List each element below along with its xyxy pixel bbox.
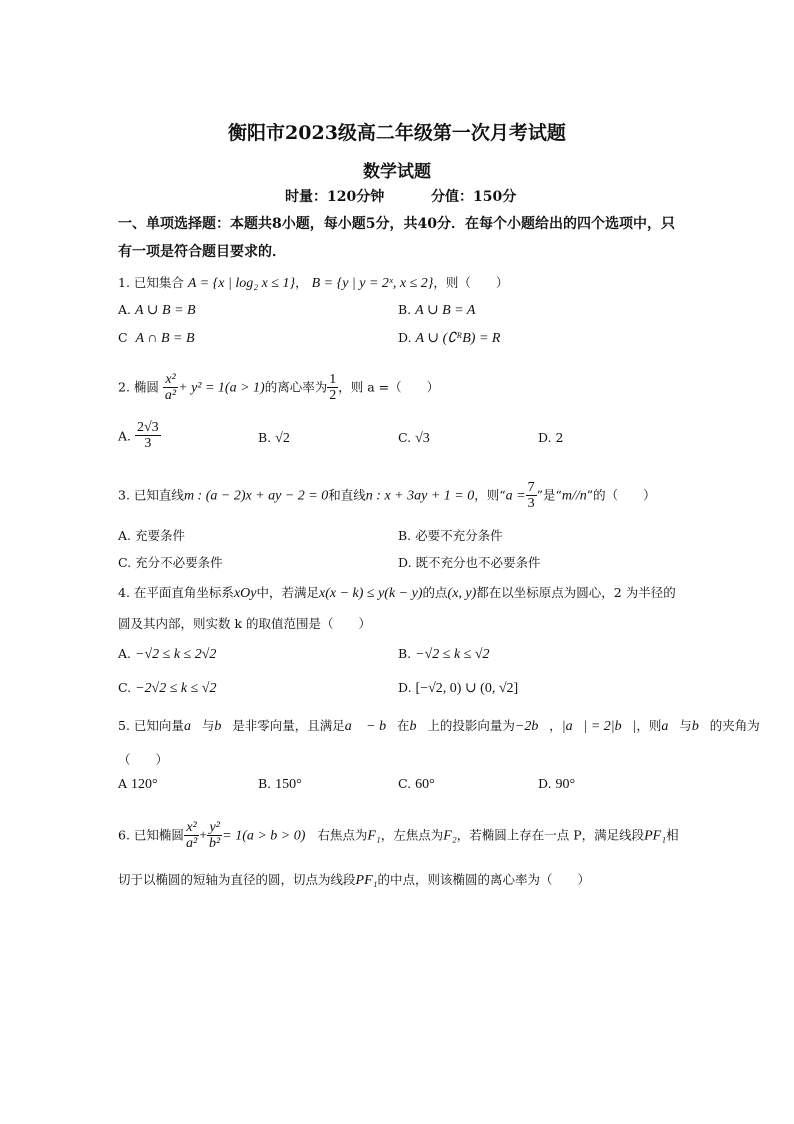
question-5-option-a[interactable]: A 120° <box>118 776 158 792</box>
section-heading-line2: 有一项是符合题目要求的． <box>118 244 286 260</box>
question-4-option-b[interactable]: B. −√2 ≤ k ≤ √2 <box>398 646 490 662</box>
question-number: 4. <box>118 585 130 600</box>
question-4-stem-line1: 4. 在平面直角坐标系xOy中，若满足x(x − k) ≤ y(k − y)的点(x, y)都在以坐标原点为圆心，2 为半径的 <box>118 585 676 601</box>
question-5-stem-line1: 5. 已知向量a⃗与b⃗是非零向量，且满足a⃗ − b⃗在b⃗上的投影向量为−2b⃗，|a⃗| = 2|b⃗|，则a⃗与b⃗的夹角为 <box>118 718 760 734</box>
question-1-option-a[interactable]: A. A ∪ B = B <box>118 302 196 318</box>
question-4-option-a[interactable]: A. −√2 ≤ k ≤ 2√2 <box>118 646 217 662</box>
page-subtitle: 数学试题 <box>363 162 431 182</box>
question-1-option-c[interactable]: C A ∩ B = B <box>118 330 195 346</box>
question-5-stem-line2: （ ） <box>118 752 169 767</box>
question-1-option-d[interactable]: D. A ∪ (∁ᴿB) = R <box>398 330 501 346</box>
question-3-option-d[interactable]: D. 既不充分也不必要条件 <box>398 555 541 570</box>
question-2-option-c[interactable]: C. √3 <box>398 430 430 446</box>
question-2-stem: 2. 椭圆 $\frac{\text{x²}}{\text{a²}}$ + y² = 1(a > 1)的离心率为 $\frac{1}{2}$ ，则 a =（ ） <box>118 372 440 404</box>
question-number: 1. <box>118 275 130 290</box>
question-number: 2. <box>118 379 130 395</box>
question-3-option-b[interactable]: B. 必要不充分条件 <box>398 528 503 543</box>
exam-time: 时量：120分钟 <box>285 189 385 205</box>
question-number: 6. <box>118 827 130 843</box>
question-4-stem-line2: 圆及其内部，则实数 k 的取值范围是（ ） <box>118 616 372 631</box>
question-number: 3. <box>118 487 130 503</box>
question-5-option-c[interactable]: C. 60° <box>398 776 435 792</box>
question-6-stem-line1: 6. 已知椭圆 $\frac{\text{x²}}{\text{a²}}$ + $\frac{\text{y²}}{\text{b²}}$ = 1(a > b > 0) 右焦点为F₁，左焦点为F₂，若椭圆上存在一点 P，满足线段PF₁相 <box>118 820 679 852</box>
question-4-option-c[interactable]: C. −2√2 ≤ k ≤ √2 <box>118 680 217 696</box>
question-1-stem: 1. 已知集合 A = {x | log₂ x ≤ 1}， B = {y | y = 2ˣ, x ≤ 2}，则（ ） <box>118 275 509 291</box>
question-6-stem-line2: 切于以椭圆的短轴为直径的圆，切点为线段PF₁的中点，则该椭圆的离心率为（ ） <box>118 872 591 888</box>
question-number: 5. <box>118 718 130 733</box>
question-3-option-a[interactable]: A. 充要条件 <box>118 528 186 543</box>
question-5-option-b[interactable]: B. 150° <box>258 776 302 792</box>
question-2-option-a[interactable]: A. $\frac{2√3}{3}$ <box>118 420 159 452</box>
page-title: 衡阳市2023级高二年级第一次月考试题 <box>228 122 566 144</box>
question-3-option-c[interactable]: C. 充分不必要条件 <box>118 555 223 570</box>
exam-score: 分值：150分 <box>431 189 517 205</box>
question-1-option-b[interactable]: B. A ∪ B = A <box>398 302 476 318</box>
set-a-definition: A = {x | log₂ x ≤ 1} <box>187 276 296 291</box>
fraction: $\frac{1}{2}$ <box>329 372 337 404</box>
fraction: $\frac{\text{x²}}{\text{a²}}$ <box>164 372 177 404</box>
section-heading-line1: 一、单项选择题：本题共8小题，每小题5分，共40分．在每个小题给出的四个选项中，只 <box>118 216 675 232</box>
question-4-option-d[interactable]: D. [−√2, 0) ∪ (0, √2] <box>398 680 519 696</box>
question-2-option-d[interactable]: D. 2 <box>538 430 564 445</box>
question-3-stem: 3. 已知直线m : (a − 2)x + ay − 2 = 0和直线n : x + 3ay + 1 = 0，则“a = $\frac{7}{3}$ ”是“m//n”的（ ） <box>118 480 656 512</box>
question-2-option-b[interactable]: B. √2 <box>258 430 290 446</box>
set-b-definition: B = {y | y = 2ˣ, x ≤ 2} <box>311 276 434 291</box>
question-5-option-d[interactable]: D. 90° <box>538 776 576 792</box>
